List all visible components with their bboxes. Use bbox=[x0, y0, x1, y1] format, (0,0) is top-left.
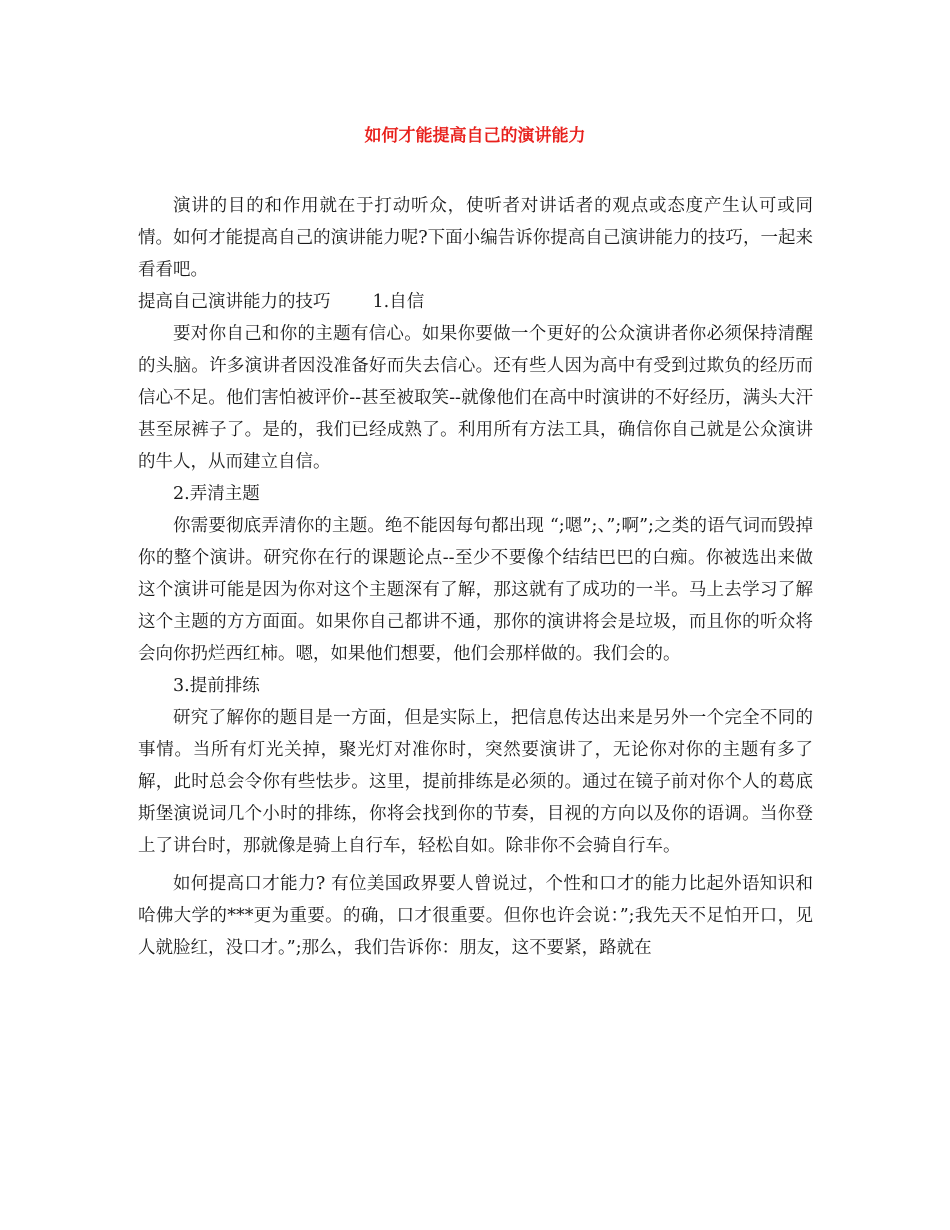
closing-paragraph: 如何提高口才能力? 有位美国政界要人曾说过，个性和口才的能力比起外语知识和哈佛大学的***更为重要。的确，口才很重要。但你也许会说：”;我先天不足怕开口，见人就脸红，没口才。”;那么，我们告诉你：朋友，这不要紧，路就在 bbox=[138, 874, 813, 958]
section-heading: 提高自己演讲能力的技巧 bbox=[138, 292, 331, 312]
tip1-paragraph: 要对你自己和你的主题有信心。如果你要做一个更好的公众演讲者你必须保持清醒的头脑。许多演讲者因没准备好而失去信心。还有些人因为高中有受到过欺负的经历而信心不足。他们害怕被评价--甚至被取笑--就像他们在高中时演讲的不好经历，满头大汗甚至尿裤子了。是的，我们已经成熟了。利用所有方法工具，确信你自己就是公众演讲的牛人，从而建立自信。 bbox=[138, 324, 813, 472]
tip3-heading: 3.提前排练 bbox=[173, 676, 260, 696]
document-body bbox=[138, 190, 813, 964]
tip2-heading: 2.弄清主题 bbox=[173, 484, 260, 504]
section-heading-line bbox=[138, 286, 813, 318]
document-title: 如何才能提高自己的演讲能力 bbox=[364, 126, 586, 146]
tip2-paragraph: 你需要彻底弄清你的主题。绝不能因每句都出现 “;嗯”;、”;啊”;之类的语气词而毁掉你的整个演讲。研究你在行的课题论点--至少不要像个结结巴巴的白痴。你被选出来做这个演讲可能是因为你对这个主题深有了解，那这就有了成功的一半。马上去学习了解这个主题的方方面面。如果你自己都讲不通，那你的演讲将会是垃圾，而且你的听众将会向你扔烂西红柿。嗯，如果他们想要，他们会那样做的。我们会的。 bbox=[138, 516, 813, 664]
tip1-heading: 1.自信 bbox=[372, 292, 425, 312]
tip3-paragraph: 研究了解你的题目是一方面，但是实际上，把信息传达出来是另外一个完全不同的事情。当所有灯光关掉，聚光灯对准你时，突然要演讲了，无论你对你的主题有多了解，此时总会令你有些怯步。这里，提前排练是必须的。通过在镜子前对你个人的葛底斯堡演说词几个小时的排练，你将会找到你的节奏，目视的方向以及你的语调。当你登上了讲台时，那就像是骑上自行车，轻松自如。除非你不会骑自行车。 bbox=[138, 708, 813, 856]
intro-paragraph: 演讲的目的和作用就在于打动听众，使听者对讲话者的观点或态度产生认可或同情。如何才能提高自己的演讲能力呢?下面小编告诉你提高自己演讲能力的技巧，一起来看看吧。 bbox=[138, 196, 813, 280]
